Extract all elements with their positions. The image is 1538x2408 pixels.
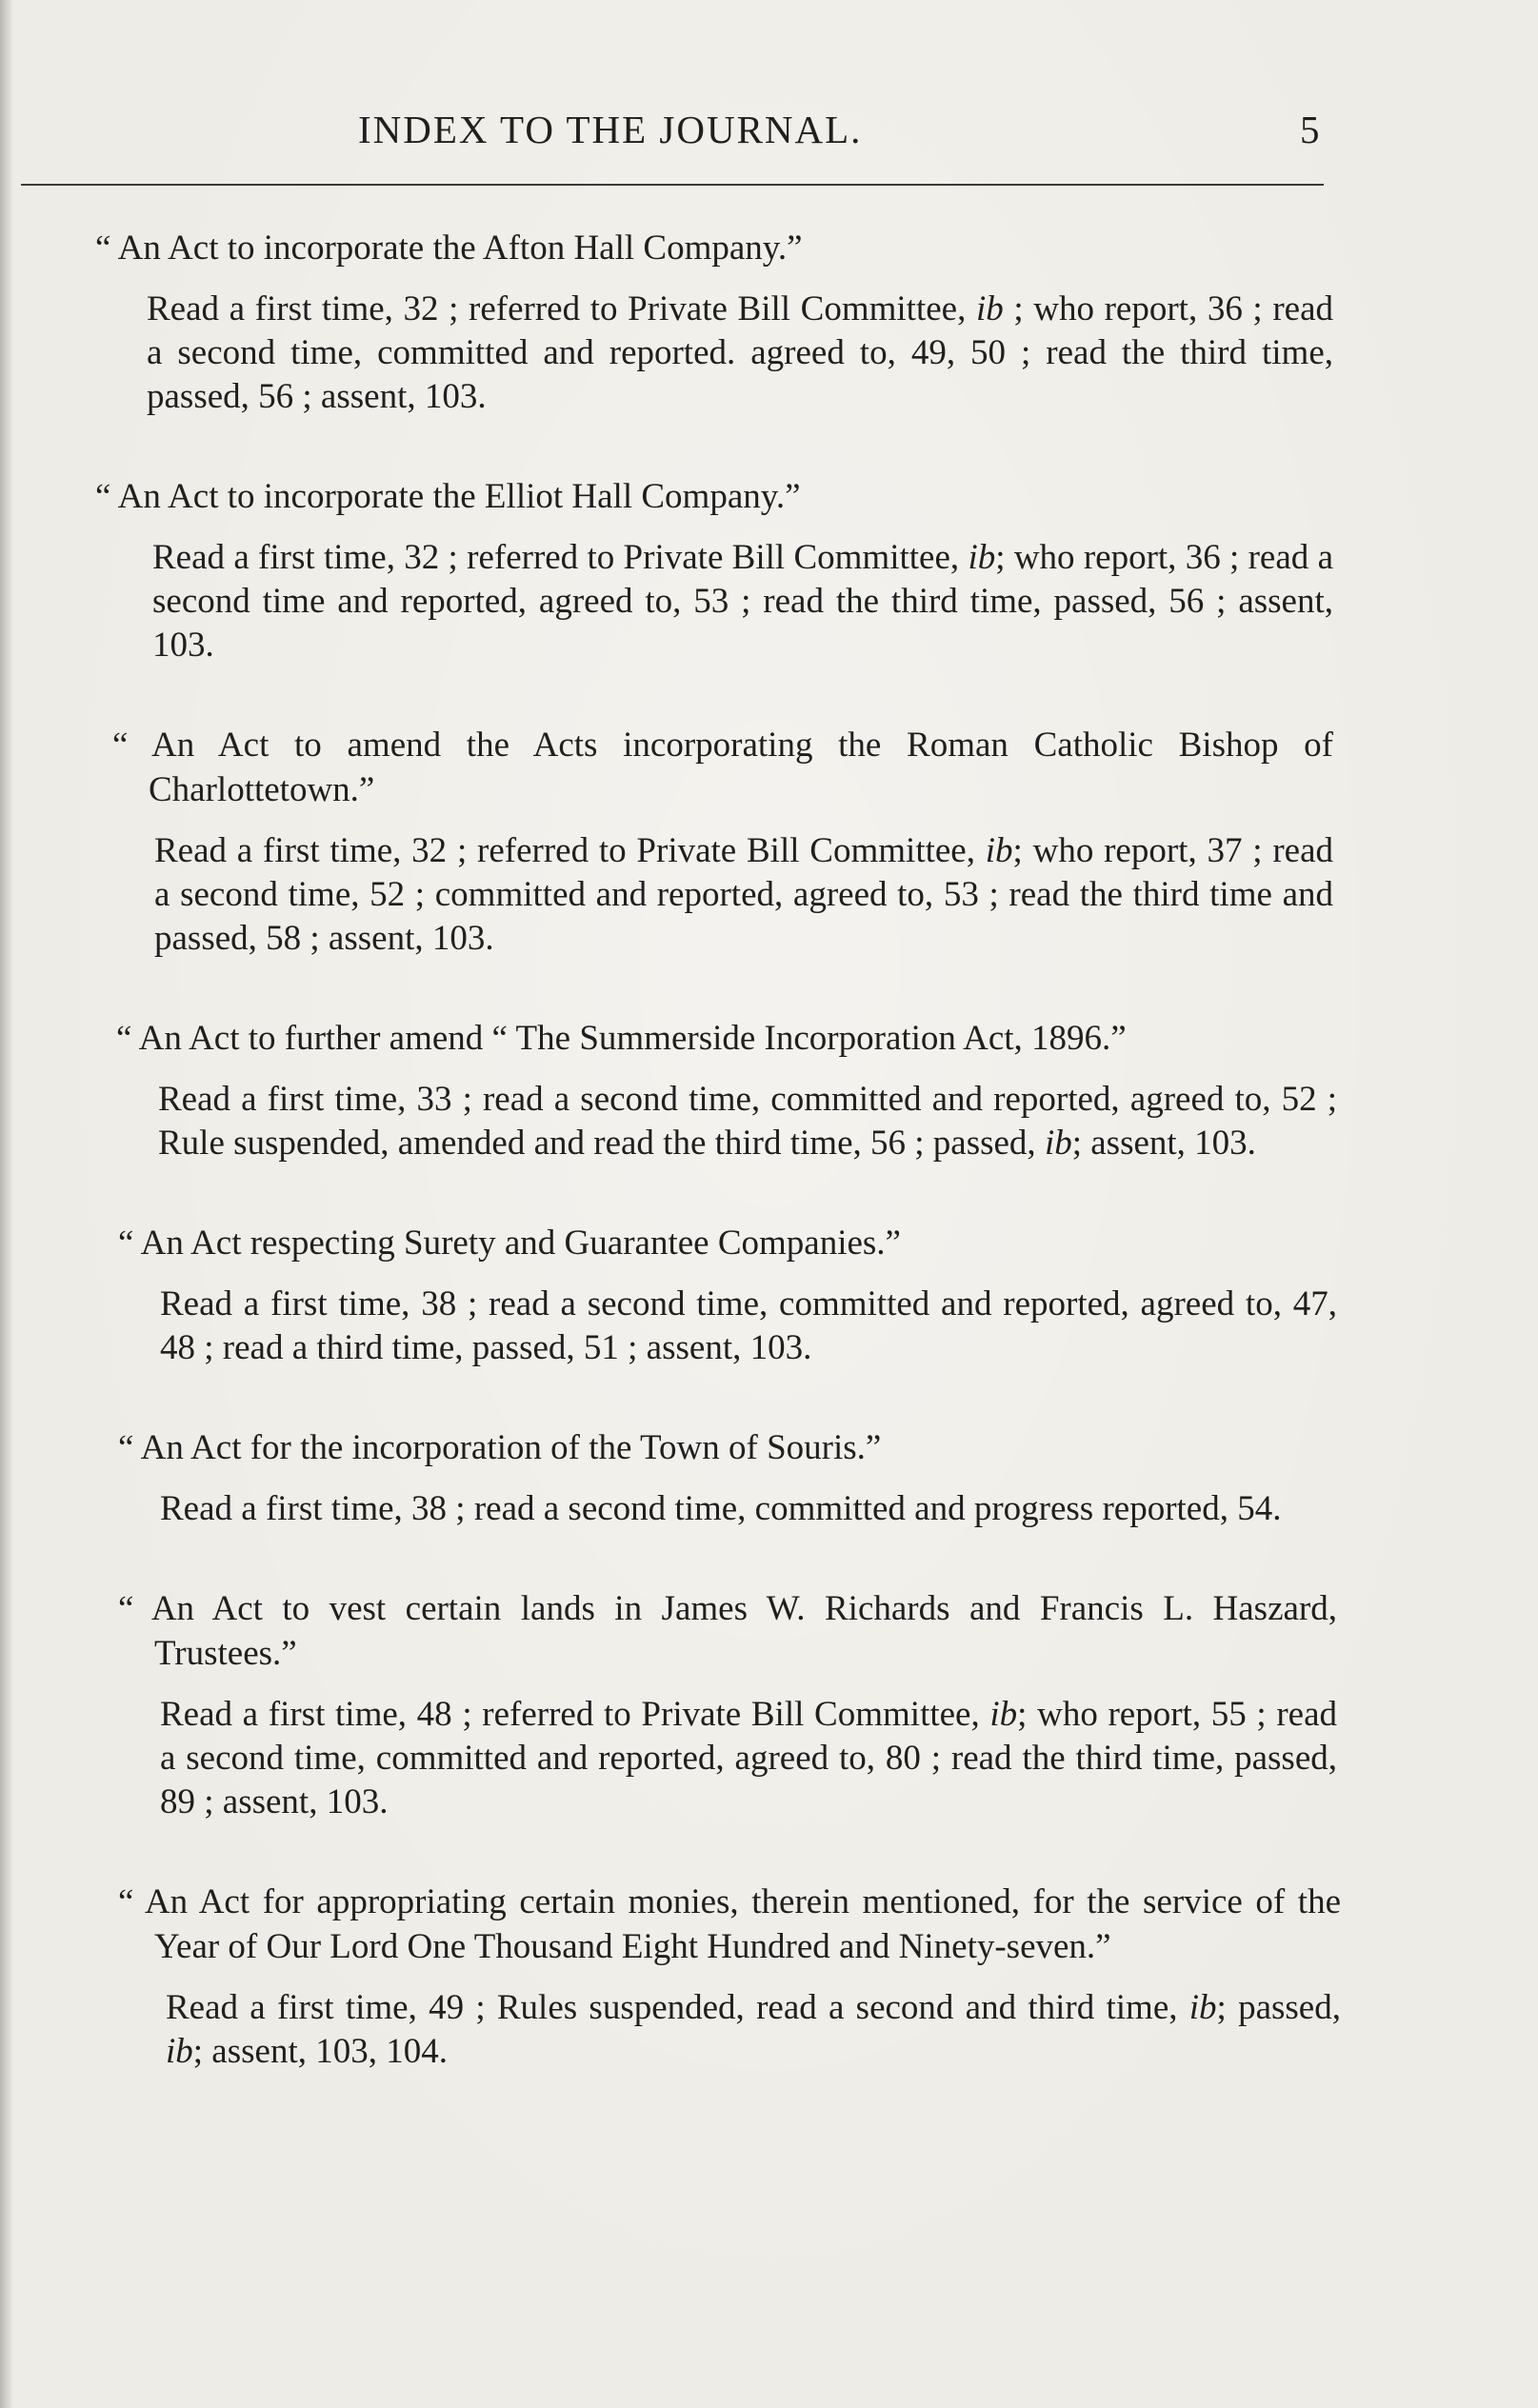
entry-title: “ An Act to incorporate the Elliot Hall Company.” [95, 477, 801, 516]
ibid-abbrev: ib [968, 538, 996, 577]
ibid-abbrev: ib [1044, 1124, 1072, 1163]
entry-title: “ An Act to further amend “ The Summerside Incorporation Act, 1896.” [116, 1019, 1127, 1058]
ibid-abbrev: ib [985, 831, 1013, 870]
index-entry [95, 474, 1333, 667]
index-entry [95, 226, 1333, 419]
index-entry [118, 1221, 1337, 1370]
entry-title: “ An Act to incorporate the Afton Hall Company.” [95, 229, 803, 268]
index-entry [118, 1425, 1337, 1531]
page-number: 5 [1300, 108, 1320, 151]
entry-body: Read a first time, 38 ; read a second time, committed and reported, agreed to, 47, 48 ; read a third time, passed, 51 ; assent, 103. [160, 1284, 1337, 1367]
ibid-abbrev: ib [1188, 1988, 1217, 2027]
ibid-abbrev: ib [166, 2032, 193, 2071]
entry-title: “ An Act to vest certain lands in James W. Richards and Francis L. Haszard, Trustees.” [118, 1589, 1337, 1673]
index-entry [112, 723, 1333, 961]
entry-body: Read a first time, 49 ; Rules suspended, read a second and third time, ib; passed, ib; assent, 103, 104. [166, 1988, 1341, 2071]
ibid-abbrev: ib [989, 1695, 1018, 1734]
entry-title: “ An Act for the incorporation of the Town of Souris.” [118, 1428, 882, 1467]
index-entries [0, 226, 1538, 2074]
entry-title: “ An Act for appropriating certain monies, therein mentioned, for the service of the Year of Our Lord One Thousand Eight Hundred and Ninety-seven.” [118, 1882, 1341, 1966]
entry-body: Read a first time, 38 ; read a second time, committed and progress reported, 54. [160, 1489, 1282, 1528]
page-header [0, 107, 1538, 164]
entry-body: Read a first time, 48 ; referred to Private Bill Committee, ib; who report, 55 ; read a second time, committed and reported, agreed to, 80 ; read the third time, passed, 89 ; assent, 103. [160, 1695, 1337, 1821]
entry-body: Read a first time, 32 ; referred to Private Bill Committee, ib ; who report, 36 ; read a second time, committed and reported. agreed to, 49, 50 ; read the third time, passed, 56 ; assent, 103. [147, 289, 1333, 416]
entry-title: “ An Act respecting Surety and Guarantee Companies.” [118, 1224, 901, 1263]
entry-body: Read a first time, 32 ; referred to Private Bill Committee, ib; who report, 37 ; read a second time, 52 ; committed and reported, agreed to, 53 ; read the third time and passed, 58 ; assent, 103. [154, 831, 1333, 958]
entry-title: “ An Act to amend the Acts incorporating the Roman Catholic Bishop of Charlottetown.” [112, 726, 1333, 809]
index-entry [118, 1586, 1337, 1824]
ibid-abbrev: ib [975, 289, 1004, 328]
entry-body: Read a first time, 33 ; read a second time, committed and reported, agreed to, 52 ; Rule suspended, amended and read the third time, 56 ; passed, ib; assent, 103. [158, 1080, 1337, 1163]
header-rule [21, 184, 1324, 186]
index-entry [116, 1016, 1337, 1165]
entry-body: Read a first time, 32 ; referred to Private Bill Committee, ib; who report, 36 ; read a second time and reported, agreed to, 53 ; read the third time, passed, 56 ; assent, 103. [152, 538, 1333, 665]
running-title: INDEX TO THE JOURNAL. [358, 108, 863, 151]
index-entry [118, 1880, 1341, 2074]
